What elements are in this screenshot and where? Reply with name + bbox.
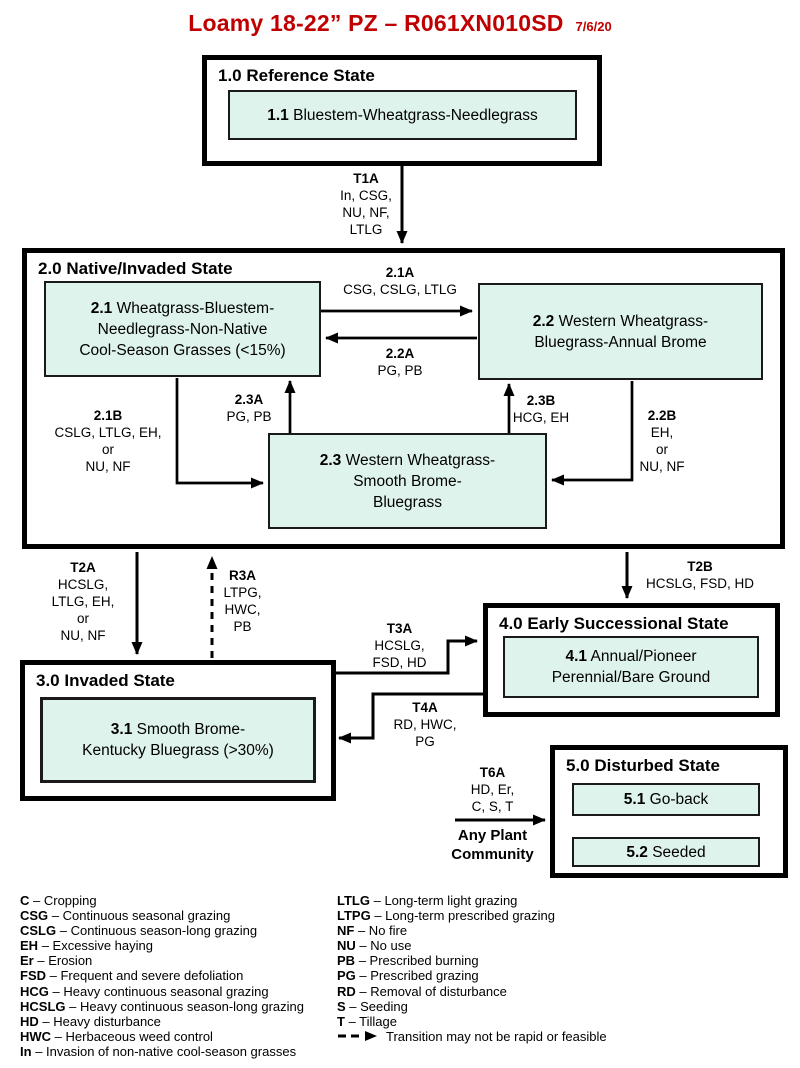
transition-2-2b-code: 2.2B <box>647 408 677 423</box>
community-2-2-title: 2.2 Western Wheatgrass- <box>532 312 709 330</box>
community-4-1-title: 4.1 Annual/Pioneer <box>565 648 697 665</box>
transition-t2b-code: T2B <box>687 559 713 574</box>
transition-label-2-2a <box>330 345 470 379</box>
legend-item: Er – Erosion <box>20 953 93 969</box>
community-5-1-title: 5.1 Go-back <box>623 791 709 808</box>
transition-2-3a-code: 2.3A <box>234 392 264 407</box>
community-2-3-title-rest: Smooth Brome- Bluegrass <box>353 472 462 511</box>
transition-label-2-1b <box>38 407 178 475</box>
community-2-1-title-rest: Needlegrass-Non-Native Cool-Season Grasses (<15%) <box>79 320 286 359</box>
transition-label-2-3b <box>496 392 586 426</box>
legend-item: T – Tillage <box>337 1013 397 1029</box>
community-2-3-title: 2.3 Western Wheatgrass- <box>319 451 496 469</box>
community-box-5-1 <box>572 783 760 816</box>
legend-item: FSD – Frequent and severe defoliation <box>20 968 244 984</box>
community-box-5-2 <box>572 837 760 867</box>
legend-left-column <box>20 893 330 1059</box>
community-5-2-title: 5.2 Seeded <box>626 843 706 861</box>
transition-label-2-1a <box>320 264 480 298</box>
legend-item: HD – Heavy disturbance <box>20 1013 161 1029</box>
legend-item: EH – Excessive haying <box>20 938 153 954</box>
transition-2-2b-drivers: EH, or NU, NF <box>639 425 685 474</box>
state-3-header: 3.0 Invaded State <box>36 671 175 690</box>
community-box-2-2 <box>478 283 763 380</box>
legend-item: LTLG – Long-term light grazing <box>337 893 518 908</box>
page-title-text: Loamy 18-22” PZ – R061XN010SD <box>188 10 564 36</box>
state-4-header: 4.0 Early Successional State <box>499 614 729 633</box>
transition-t2b-drivers: HCSLG, FSD, HD <box>645 576 754 591</box>
community-2-2-title-rest: Bluegrass-Annual Brome <box>534 333 707 351</box>
legend-item: In – Invasion of non-native cool-season grasses <box>20 1043 297 1059</box>
transition-2-2a-drivers: PG, PB <box>377 363 423 378</box>
transition-label-t2a <box>38 559 128 644</box>
state-5-header: 5.0 Disturbed State <box>566 756 720 775</box>
transition-t4a-drivers: RD, HWC, PG <box>393 717 457 749</box>
transition-label-t3a <box>362 620 437 671</box>
transition-t1a-code: T1A <box>353 171 379 186</box>
transition-t2a-code: T2A <box>70 560 96 575</box>
legend-item: S – Seeding <box>337 998 408 1014</box>
transition-label-r3a <box>205 567 280 635</box>
any-plant-community-label: Any Plant Community <box>451 827 534 863</box>
transition-2-3a-drivers: PG, PB <box>226 409 272 424</box>
community-4-1-title-rest: Perennial/Bare Ground <box>551 669 711 686</box>
transition-2-2a-code: 2.2A <box>385 346 415 361</box>
transition-t1a-drivers: In, CSG, NU, NF, LTLG <box>340 188 392 237</box>
legend-item: NF – No fire <box>337 923 408 939</box>
community-3-1-title: 3.1 Smooth Brome- <box>110 721 246 738</box>
community-box-2-3 <box>268 433 547 529</box>
legend-item: HCSLG – Heavy continuous season-long grazing <box>20 998 304 1014</box>
dashed-arrow-icon <box>337 1030 379 1042</box>
legend-dashed-note-text: Transition may not be rapid or feasible <box>386 1028 607 1044</box>
transition-2-3b-drivers: HCG, EH <box>512 410 570 425</box>
legend-item: RD – Removal of disturbance <box>337 983 507 999</box>
state-2-header: 2.0 Native/Invaded State <box>38 259 233 278</box>
community-box-1-1 <box>228 90 577 140</box>
transition-2-3b-code: 2.3B <box>526 393 556 408</box>
transition-label-2-3a <box>205 391 293 425</box>
transition-2-1b-code: 2.1B <box>93 408 123 423</box>
transition-label-t6a <box>450 764 535 815</box>
transition-label-t1a <box>330 170 402 238</box>
transition-t3a-code: T3A <box>386 621 413 636</box>
page-title-date: 7/6/20 <box>575 19 612 34</box>
transition-t4a-code: T4A <box>412 700 438 715</box>
legend-item: PB – Prescribed burning <box>337 953 479 969</box>
transition-r3a-code: R3A <box>228 568 256 583</box>
legend-right-column <box>337 893 637 1044</box>
community-2-1-title: 2.1 Wheatgrass-Bluestem- <box>90 299 275 317</box>
community-3-1-title-rest: Kentucky Bluegrass (>30%) <box>82 742 274 759</box>
state-1-header: 1.0 Reference State <box>218 66 375 85</box>
community-1-1-title: 1.1 Bluestem-Wheatgrass-Needlegrass <box>267 106 538 124</box>
transition-2-1a-drivers: CSG, CSLG, LTLG <box>343 282 457 297</box>
transition-label-2-2b <box>600 407 724 475</box>
transition-t2a-drivers: HCSLG, LTLG, EH, or NU, NF <box>51 577 115 643</box>
legend-item: NU – No use <box>337 938 412 954</box>
legend-item: PG – Prescribed grazing <box>337 968 479 984</box>
transition-t3a-drivers: HCSLG, FSD, HD <box>372 638 427 670</box>
legend-item: HCG – Heavy continuous seasonal grazing <box>20 983 269 999</box>
legend-item: HWC – Herbaceous weed control <box>20 1028 213 1044</box>
legend-item: CSG – Continuous seasonal grazing <box>20 908 231 924</box>
transition-r3a-drivers: LTPG, HWC, PB <box>223 585 262 634</box>
legend-item: CSLG – Continuous season-long grazing <box>20 923 258 939</box>
transition-2-1a-code: 2.1A <box>385 265 415 280</box>
transition-2-1b-drivers: CSLG, LTLG, EH, or NU, NF <box>54 425 162 474</box>
transition-label-t2b <box>630 558 770 592</box>
page-title <box>0 10 800 37</box>
legend-item: LTPG – Long-term prescribed grazing <box>337 908 555 924</box>
legend-dashed-note <box>337 1029 637 1044</box>
transition-label-t4a <box>385 699 465 750</box>
legend-item: C – Cropping <box>20 893 97 908</box>
community-box-4-1 <box>503 636 759 698</box>
community-box-2-1 <box>44 281 321 377</box>
transition-t6a-code: T6A <box>479 765 506 780</box>
community-box-3-1 <box>40 697 316 783</box>
transition-t6a-drivers: HD, Er, C, S, T <box>470 782 515 814</box>
